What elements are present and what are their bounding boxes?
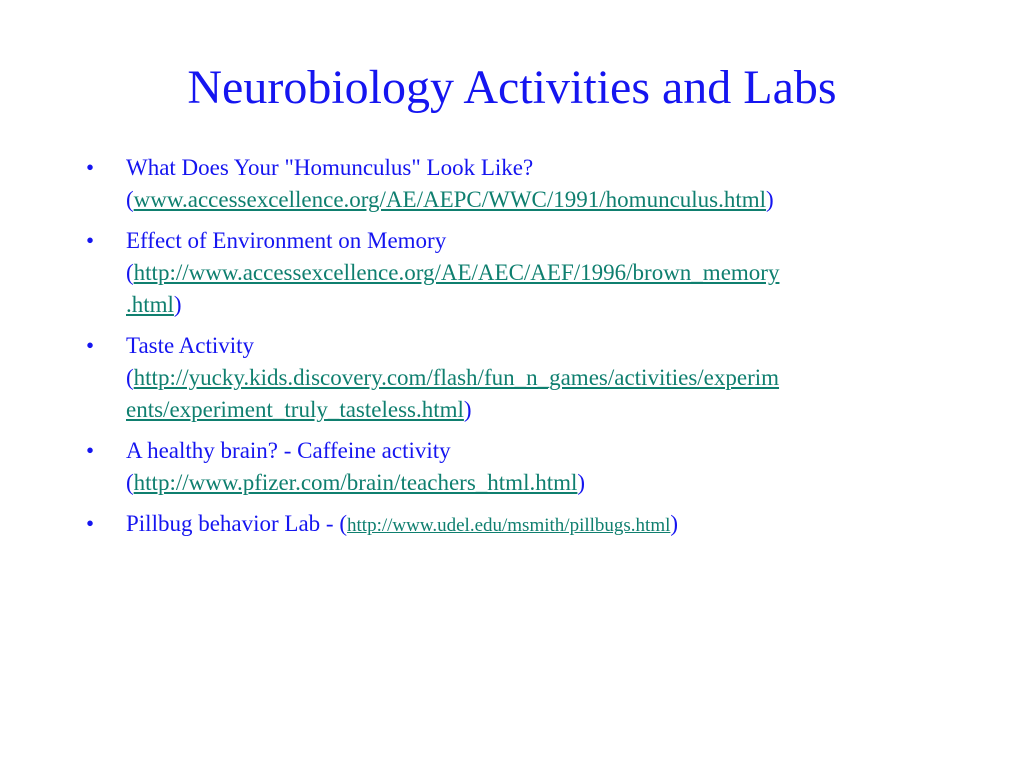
bullet-text-line [126,225,946,257]
bullet-item-memory [86,225,946,321]
bullet-link-line: (http://www.accessexcellence.org/AE/AEC/AEF/1996/brown_memory [126,260,780,285]
bullet-icon: • [86,155,95,180]
homunculus-link[interactable]: www.accessexcellence.org/AE/AEPC/WWC/1991/homunculus.html [133,187,767,212]
bullet-text: Effect of Environment on Memory [126,228,447,253]
bullet-text-line [126,435,946,467]
bullet-link-line: ents/experiment_truly_tasteless.html) [126,397,472,422]
bullet-text: Pillbug behavior Lab - [126,511,340,536]
bullet-icon: • [86,511,95,536]
bullet-text-line: Pillbug behavior Lab - (http://www.udel.edu/msmith/pillbugs.html) [126,511,679,536]
bullet-item-caffeine [86,435,946,499]
bullet-text-line [126,152,946,184]
caffeine-link[interactable]: http://www.pfizer.com/brain/teachers_html.html [133,470,578,495]
bullet-link-line: (http://www.pfizer.com/brain/teachers_html.html) [126,470,586,495]
bullet-item-pillbug [86,508,946,542]
taste-link-part-1[interactable]: http://yucky.kids.discovery.com/flash/fun_n_games/activities/experim [133,365,780,390]
memory-link-part-1[interactable]: http://www.accessexcellence.org/AE/AEC/AEF/1996/brown_memory [133,260,780,285]
bullet-item-homunculus [86,152,946,216]
memory-link-part-2[interactable]: .html [126,292,174,317]
bullet-text: Taste Activity [126,333,255,358]
taste-link-part-2[interactable]: ents/experiment_truly_tasteless.html [126,397,464,422]
bullet-item-taste [86,330,946,426]
pillbug-link[interactable]: http://www.udel.edu/msmith/pillbugs.html [347,515,671,536]
bullet-link-line: (www.accessexcellence.org/AE/AEPC/WWC/1991/homunculus.html) [126,187,774,212]
bullet-link-line: (http://yucky.kids.discovery.com/flash/fun_n_games/activities/experim [126,365,780,390]
bullet-text: What Does Your "Homunculus" Look Like? [126,155,534,180]
bullet-text: A healthy brain? - Caffeine activity [126,438,451,463]
bullet-text-line [126,330,946,362]
bullet-link-line: .html) [126,292,182,317]
slide-title: Neurobiology Activities and Labs [187,61,837,114]
bullet-list [86,152,946,551]
bullet-icon: • [86,333,95,358]
bullet-icon: • [86,228,95,253]
bullet-icon: • [86,438,95,463]
